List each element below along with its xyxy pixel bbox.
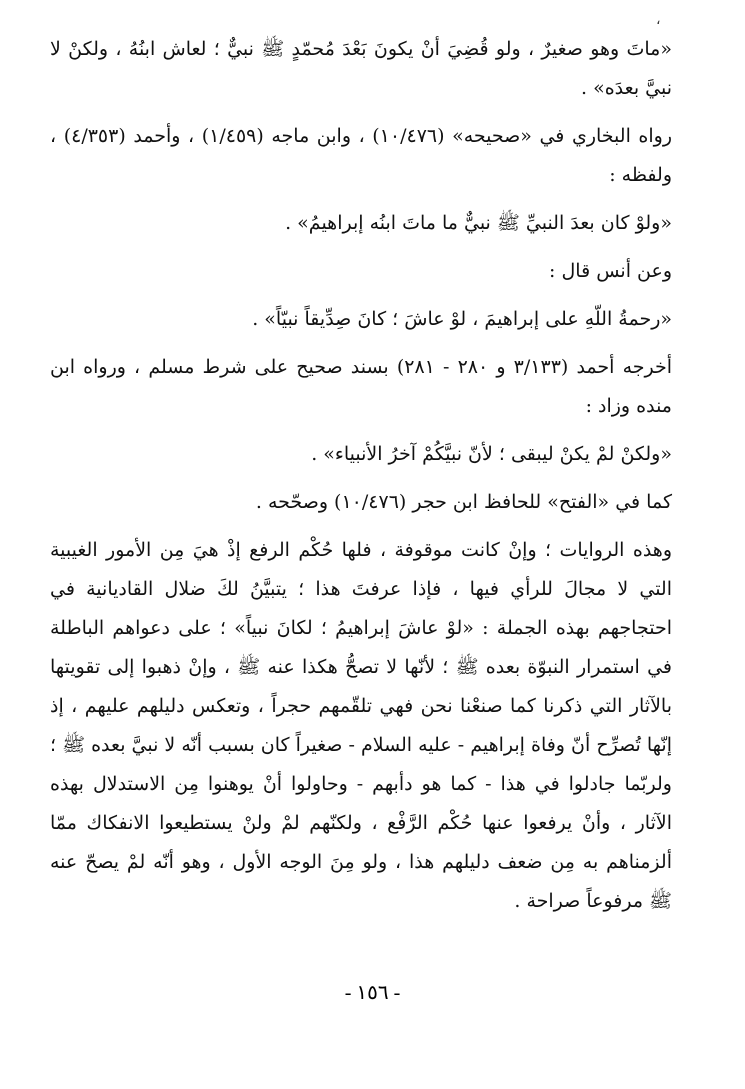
hadith-quote-4: «ولكنْ لمْ يكنْ ليبقى ؛ لأنّ نبيَّكُمْ آخرُ الأنبياء» . [311,443,672,465]
citation-paragraph-1: رواه البخاري في «صحيحه» (١٠/٤٧٦) ، وابن ماجه (١/٤٥٩) ، وأحمد (٤/٣٥٣) ، ولفظه : [50,125,672,186]
narrator-line: وعن أنس قال : [549,260,672,282]
commentary-paragraph: وهذه الروايات ؛ وإنْ كانت موقوفة ، فلها حُكْم الرفع إذْ هيَ مِن الأمور الغيبية التي لا مجالَ للرأي فيها ، فإذا عرفتَ هذا ؛ يتبيَّنُ لكَ ضلال القاديانية في احتجاجهم بهذه الجملة : «لوْ عاشَ إبراهيمُ ؛ لكانَ نبياً» ؛ على دعواهم الباطلة في استمرار النبوّة بعده ﷺ ؛ لأنّها لا تصحُّ هكذا عنه ﷺ ، وإنْ ذهبوا إلى تقويتها بالآثار التي ذكرنا كما صنعْنا نحن فهي تلقّمهم حجراً ، وتعكس دليلهم عليهم ، إذ إنّها تُصرِّح أنّ وفاة إبراهيم - عليه السلام - صغيراً كان بسبب أنّه لا نبيَّ بعده ﷺ ؛ ولربّما جادلوا في هذا - كما هو دأبهم - وحاولوا أنْ يوهنوا مِن الاستدلال بهذه الآثار ، وأنْ يرفعوا عنها حُكْم الرَّفْع ، ولكنّهم لمْ ولنْ يستطيعوا الانفكاك ممّا ألزمناهم به مِن ضعف دليلهم هذا ، ولو مِنَ الوجه الأول ، وهو أنّه لمْ يصحّ عنه ﷺ مرفوعاً صراحة . [50,539,672,912]
hadith-quote-2: «ولوْ كان بعدَ النبيِّ ﷺ نبيٌّ ما ماتَ ابنُه إبراهيمُ» . [285,212,672,234]
hadith-quote-3: «رحمةُ اللّهِ على إبراهيمَ ، لوْ عاشَ ؛ كانَ صِدِّيقاً نبيّاً» . [252,308,672,330]
citation-paragraph-3: كما في «الفتح» للحافظ ابن حجر (١٠/٤٧٦) وصحّحه . [255,491,672,513]
document-page [50,30,690,1070]
corner-mark: ، [656,13,661,28]
citation-paragraph-2: أخرجه أحمد (٣/١٣٣ و ٢٨٠ - ٢٨١) بسند صحيح على شرط مسلم ، ورواه ابن منده وزاد : [50,356,673,417]
page-number: - ١٥٦ - [344,982,401,1004]
hadith-quote-1: «ماتَ وهو صغيرٌ ، ولو قُضِيَ أنْ يكونَ بَعْدَ مُحمّدٍ ﷺ نبيٌّ ؛ لعاش ابنُهُ ، ولكنْ لا نبيَّ بعدَه» . [50,38,672,99]
